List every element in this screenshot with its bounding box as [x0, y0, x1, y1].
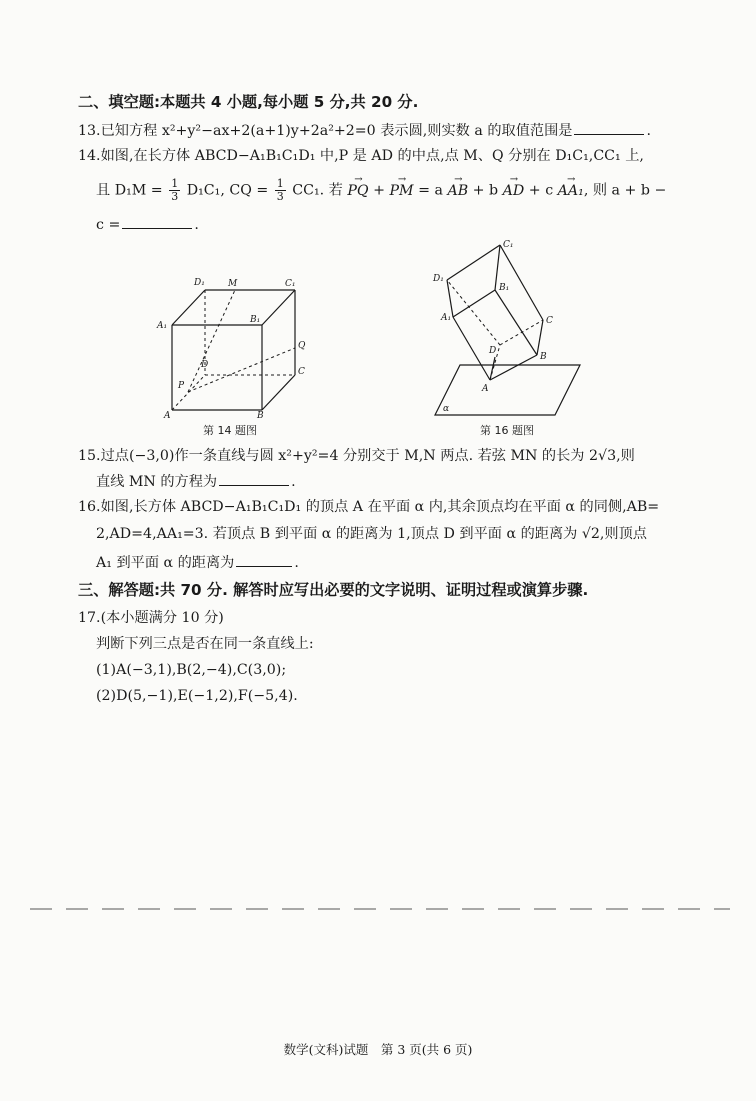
q14-line2 [96, 178, 666, 203]
question-13 [78, 120, 651, 141]
q14-fraction-1 [169, 178, 180, 203]
plane-alpha [435, 365, 580, 415]
edge-dc-hidden [500, 320, 543, 345]
q14-text-b: D₁C₁, CQ = [186, 182, 269, 199]
label-a: A [164, 411, 171, 420]
q14-line3-text: c = [96, 217, 121, 233]
plus-b: + b [472, 182, 499, 199]
edge-a1d1 [447, 280, 453, 317]
q17-part-2: (2)D(5,−1),E(−1,2),F(−5,4). [96, 688, 298, 704]
label-d: D [489, 346, 497, 356]
figure-14-cuboid [150, 270, 320, 420]
q14-text-c: CC₁. 若 [292, 182, 343, 199]
edge-cb [537, 320, 543, 355]
frac-denominator: 3 [276, 190, 284, 203]
edge-a1b1 [453, 290, 495, 317]
q16-end: . [294, 555, 299, 571]
vector-pm: → PM [390, 181, 414, 201]
label-c: C [298, 367, 305, 377]
q15-end: . [291, 474, 296, 490]
page-footer: 数学(文科)试题 第 3 页(共 6 页) [283, 1042, 473, 1057]
segment-pq [188, 348, 295, 392]
label-c1: C₁ [503, 240, 514, 250]
q15-line2-text: 直线 MN 的方程为 [96, 474, 218, 490]
label-m: M [228, 279, 238, 289]
edge-bc [262, 375, 295, 410]
label-b1: B₁ [250, 315, 261, 325]
q13-answer-blank [574, 120, 644, 135]
eq-a: = a [418, 182, 443, 199]
edge-d1c1 [447, 245, 500, 280]
edge-dd1-hidden [447, 280, 500, 345]
q15-line1: 15.过点(−3,0)作一条直线与圆 x²+y²=4 分别交于 M,N 两点. 若弦 MN 的长为 2√3,则 [78, 448, 635, 464]
plus-c: + c [528, 182, 554, 199]
edge-a-to-plane [490, 357, 495, 380]
q14-answer-blank [122, 214, 192, 229]
cut-line-dashes [30, 905, 730, 913]
label-b: B [540, 352, 547, 362]
q17-intro: 判断下列三点是否在同一条直线上: [96, 636, 314, 652]
q14-line3 [96, 214, 199, 235]
frac-denominator: 3 [171, 190, 179, 203]
q14-end: . [194, 217, 199, 233]
label-c1: C₁ [285, 279, 296, 289]
q17-part-1: (1)A(−3,1),B(2,−4),C(3,0); [96, 662, 287, 678]
q16-line2: 2,AD=4,AA₁=3. 若顶点 B 到平面 α 的距离为 1,顶点 D 到平面 α 的距离为 √2,则顶点 [96, 526, 647, 542]
q15-line2 [96, 471, 296, 492]
figure-16-tilted-cuboid [425, 235, 595, 420]
vector-ab: → AB [447, 181, 468, 201]
label-c: C [546, 316, 553, 326]
label-alpha: α [443, 404, 450, 414]
label-p: P [178, 381, 185, 391]
q13-end: . [646, 123, 651, 139]
q16-answer-blank [236, 552, 292, 567]
edge-ab [490, 355, 537, 380]
segment-pm [188, 290, 235, 392]
frac-numerator: 1 [276, 177, 284, 190]
figure-16-caption: 第 16 题图 [480, 424, 534, 437]
section-2-title: 二、填空题:本题共 4 小题,每小题 5 分,共 20 分. [78, 93, 419, 111]
label-d1: D₁ [433, 274, 444, 284]
q14-text-d: , 则 a + b − [583, 182, 667, 199]
q16-line3-text: A₁ 到平面 α 的距离为 [96, 555, 235, 571]
frac-numerator: 1 [171, 177, 179, 190]
label-b1: B₁ [499, 283, 510, 293]
label-a: A [482, 384, 489, 394]
q14-fraction-2 [275, 178, 286, 203]
label-a1: A₁ [157, 321, 168, 331]
label-a1: A₁ [441, 313, 452, 323]
q14-text-a: 且 D₁M = [96, 182, 163, 199]
section-3-title: 三、解答题:共 70 分. 解答时应写出必要的文字说明、证明过程或演算步骤. [78, 581, 589, 599]
vector-aa1: → AA₁ [558, 181, 584, 201]
q14-line1: 14.如图,在长方体 ABCD−A₁B₁C₁D₁ 中,P 是 AD 的中点,点 M、Q 分别在 D₁C₁,CC₁ 上, [78, 148, 644, 164]
plus: + [373, 182, 385, 199]
vector-pq: → PQ [347, 181, 368, 201]
figure-14-caption: 第 14 题图 [203, 424, 257, 437]
label-q: Q [298, 341, 306, 351]
q15-answer-blank [219, 471, 289, 486]
edge-a1d1 [172, 290, 205, 325]
edge-b1c1 [262, 290, 295, 325]
label-d1: D₁ [194, 278, 205, 288]
label-d: D [201, 360, 209, 370]
vector-ad: → AD [503, 181, 525, 201]
edge-ad-hidden [172, 375, 205, 410]
q17-header: 17.(本小题满分 10 分) [78, 610, 224, 626]
label-b: B [257, 411, 264, 420]
q13-text: 13.已知方程 x²+y²−ax+2(a+1)y+2a²+2=0 表示圆,则实数 a 的取值范围是 [78, 123, 573, 139]
q16-line3 [96, 552, 299, 573]
q16-line1: 16.如图,长方体 ABCD−A₁B₁C₁D₁ 的顶点 A 在平面 α 内,其余顶点均在平面 α 的同侧,AB= [78, 499, 660, 515]
